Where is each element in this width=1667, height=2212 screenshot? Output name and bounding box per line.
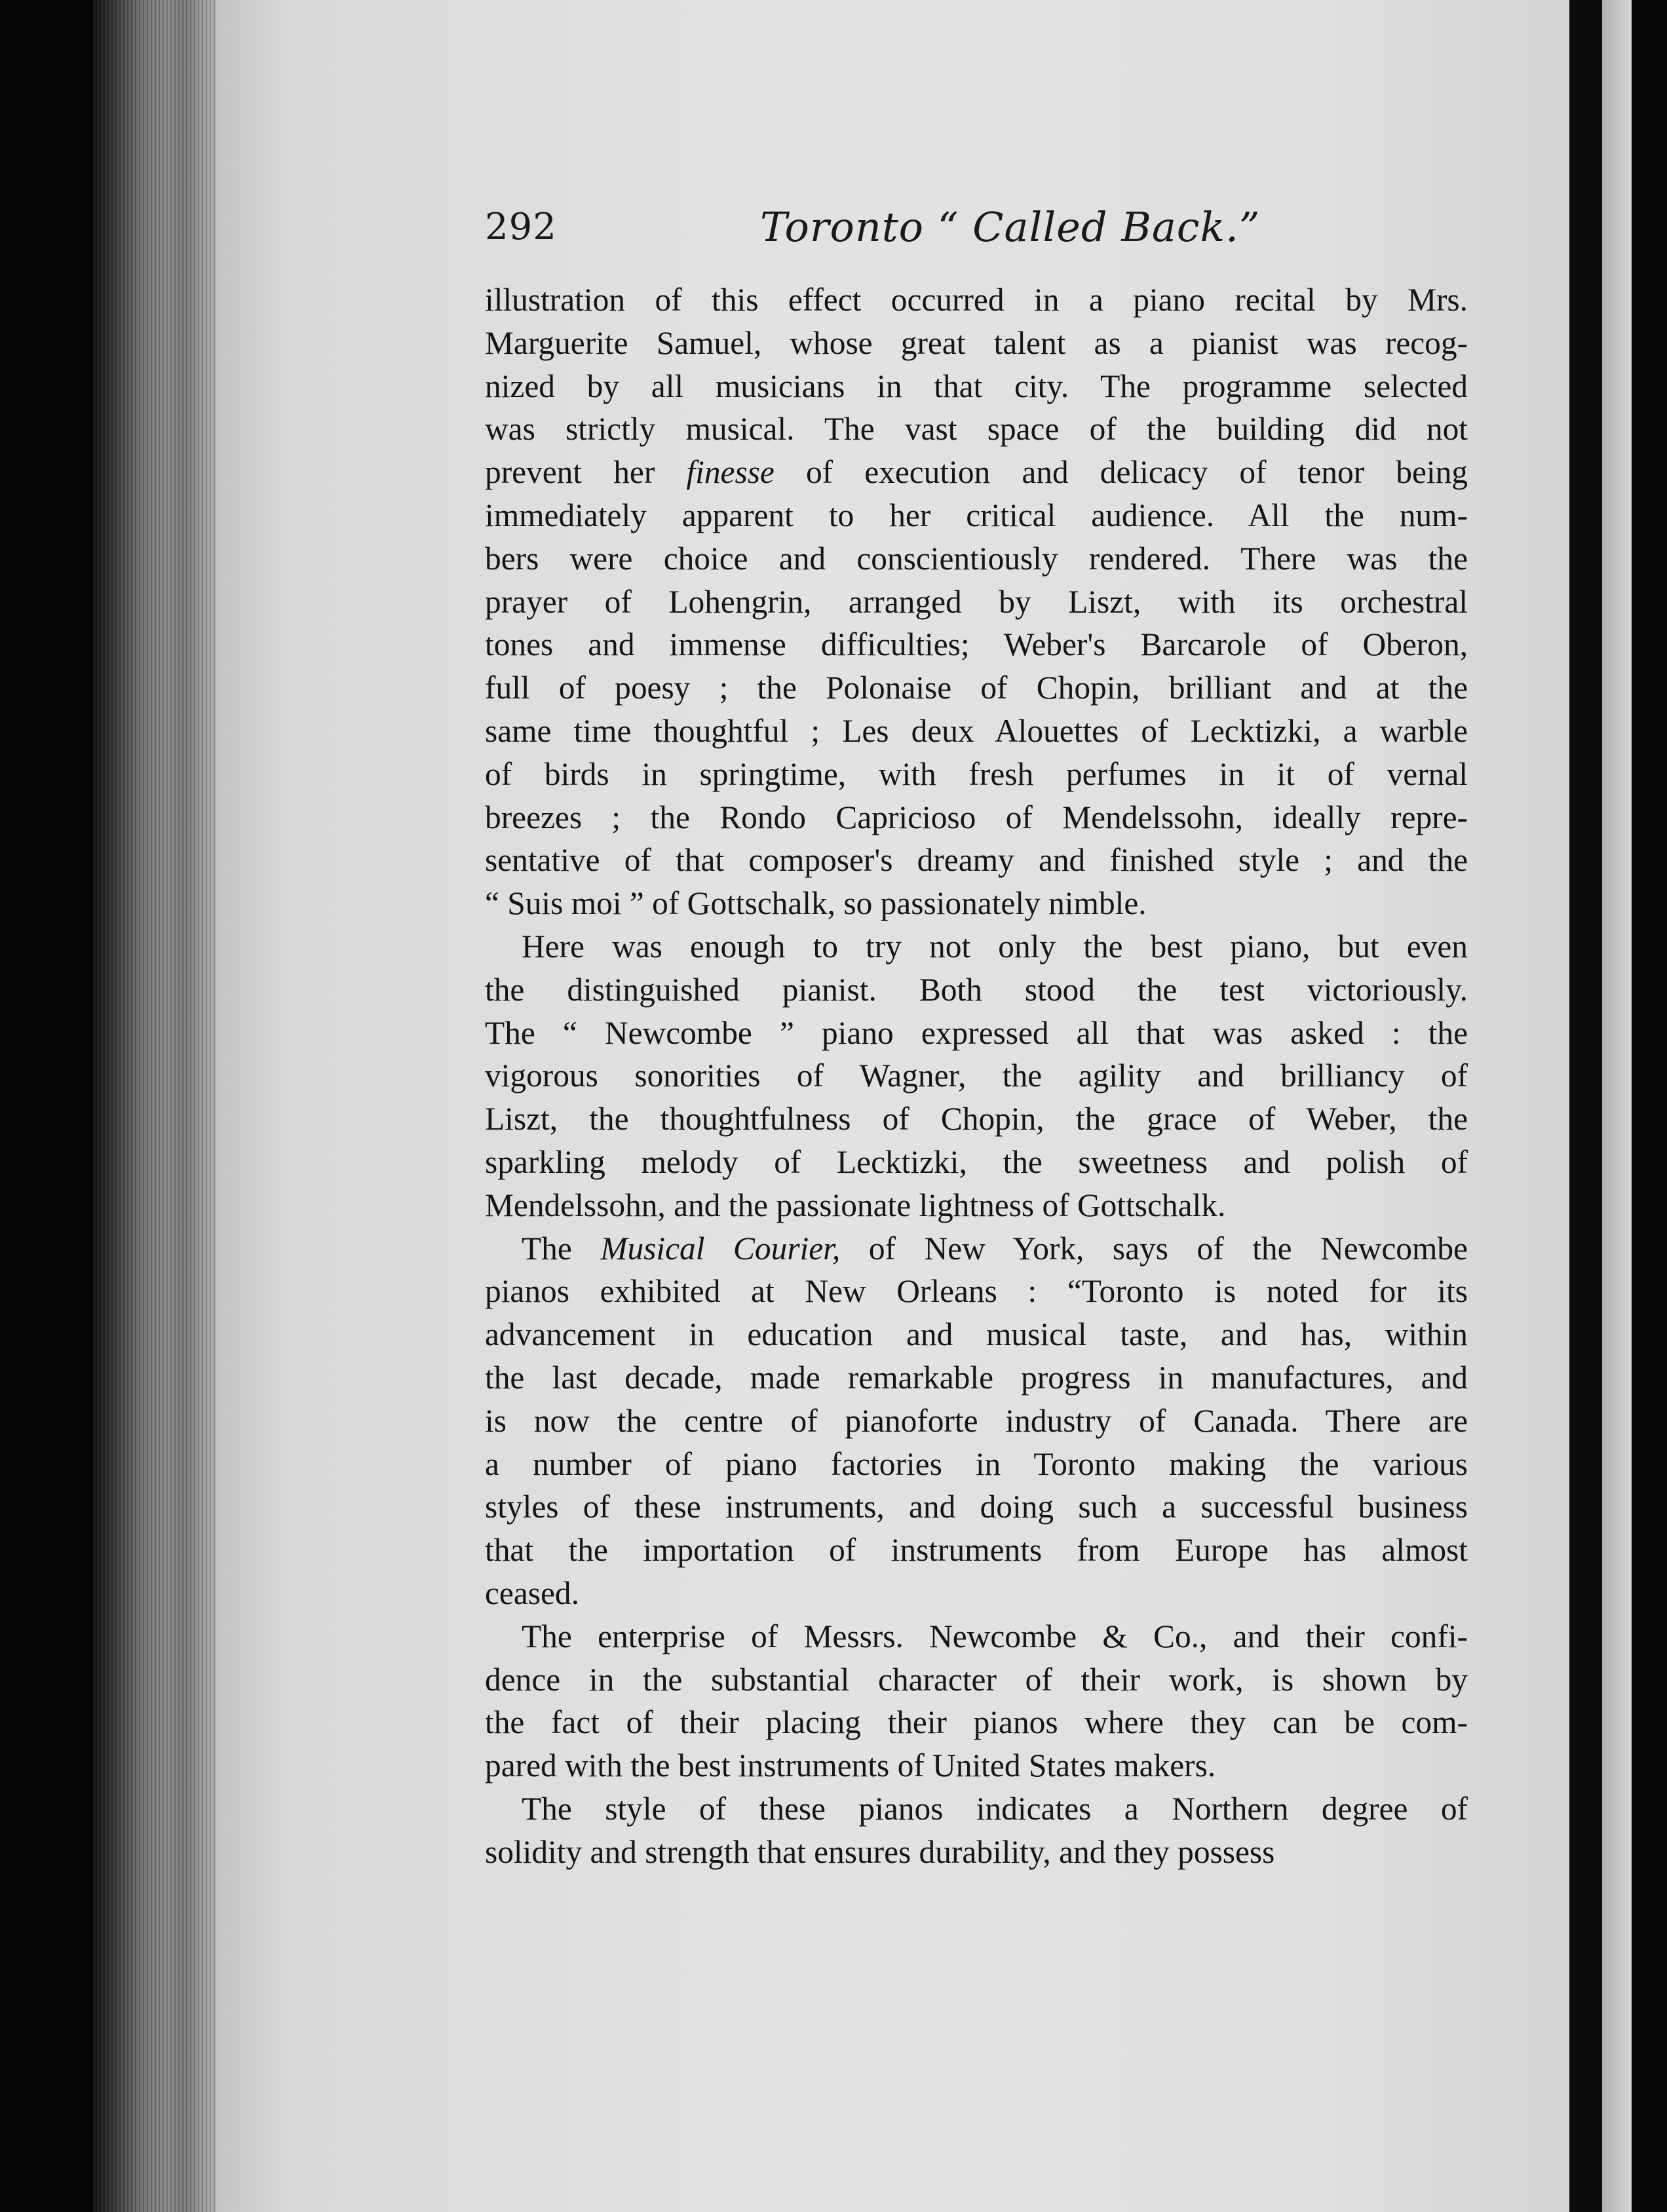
text-line: of birds in springtime, with fresh perfumes in it of vernal <box>485 755 1468 792</box>
text-line: was strictly musical. The vast space of the building did not <box>485 411 1468 448</box>
text-line: Liszt, the thoughtfulness of Chopin, the grace of Weber, the <box>485 1101 1468 1137</box>
scan-margin-right <box>1632 0 1667 2212</box>
text-line: pared with the best instruments of United States makers. <box>485 1747 1216 1784</box>
facing-page-edge <box>1602 0 1632 2212</box>
paragraph <box>485 1787 1468 1874</box>
scan-margin-left <box>0 0 92 2212</box>
text-line: a number of piano factories in Toronto making the various <box>485 1445 1468 1482</box>
text-line: ceased. <box>485 1574 579 1611</box>
text-line: the distinguished pianist. Both stood the test victoriously. <box>485 971 1468 1008</box>
text-line: Here was enough to try not only the best piano, but even <box>522 928 1468 964</box>
running-title: Toronto “ Called Back.” <box>760 203 1261 251</box>
text-line: is now the centre of pianoforte industry of Canada. There are <box>485 1402 1468 1439</box>
paragraph <box>485 925 1468 1227</box>
paragraph <box>485 1615 1468 1787</box>
text-line: styles of these instruments, and doing such a successful business <box>485 1489 1468 1525</box>
text-line: immediately apparent to her critical audience. All the num- <box>485 497 1468 533</box>
binding-gutter <box>1569 0 1602 2212</box>
text-line: that the importation of instruments from Europe has almost <box>485 1532 1468 1569</box>
text-line: “ Suis moi ” of Gottschalk, so passionately nimble. <box>485 885 1147 922</box>
text-line: the fact of their placing their pianos where they can be com- <box>485 1704 1468 1741</box>
text-line: The Musical Courier, of New York, says of the Newcombe <box>522 1230 1468 1267</box>
text-line: breezes ; the Rondo Capricioso of Mendelssohn, ideally repre- <box>485 799 1468 835</box>
page-number: 292 <box>485 206 557 248</box>
text-line: The enterprise of Messrs. Newcombe & Co., and their confi- <box>522 1618 1468 1654</box>
text-line: bers were choice and conscientiously rendered. There was the <box>485 540 1468 577</box>
text-line: Mendelssohn, and the passionate lightness of Gottschalk. <box>485 1187 1226 1223</box>
text-line: nized by all musicians in that city. The programme selected <box>485 368 1468 404</box>
text-line: sentative of that composer's dreamy and finished style ; and the <box>485 842 1468 879</box>
paragraph <box>485 1227 1468 1615</box>
body-text <box>485 278 1468 1873</box>
text-line: The “ Newcombe ” piano expressed all that was asked : the <box>485 1014 1468 1051</box>
text-line: dence in the substantial character of their work, is shown by <box>485 1661 1468 1698</box>
text-line: the last decade, made remarkable progress in manufactures, and <box>485 1359 1468 1396</box>
text-line: same time thoughtful ; Les deux Alouettes of Lecktizki, a warble <box>485 712 1468 749</box>
running-header <box>485 199 1474 258</box>
book-page-edges <box>92 0 226 2212</box>
text-line: pianos exhibited at New Orleans : “Toronto is noted for its <box>485 1273 1468 1310</box>
text-line: vigorous sonorities of Wagner, the agility and brilliancy of <box>485 1058 1468 1094</box>
text-line: tones and immense difficulties; Weber's Barcarole of Oberon, <box>485 626 1468 663</box>
text-line: advancement in education and musical taste, and has, within <box>485 1316 1468 1353</box>
text-line: sparkling melody of Lecktizki, the sweetness and polish of <box>485 1143 1468 1180</box>
text-line: prayer of Lohengrin, arranged by Liszt, with its orchestral <box>485 583 1468 620</box>
paragraph <box>485 278 1468 925</box>
text-line: illustration of this effect occurred in a piano recital by Mrs. <box>485 282 1468 318</box>
text-line: prevent her finesse of execution and delicacy of tenor being <box>485 454 1468 491</box>
text-line: solidity and strength that ensures durability, and they possess <box>485 1833 1275 1870</box>
text-line: The style of these pianos indicates a Northern degree of <box>522 1790 1468 1827</box>
text-line: full of poesy ; the Polonaise of Chopin, brilliant and at the <box>485 670 1468 706</box>
text-line: Marguerite Samuel, whose great talent as a pianist was recog- <box>485 324 1468 361</box>
